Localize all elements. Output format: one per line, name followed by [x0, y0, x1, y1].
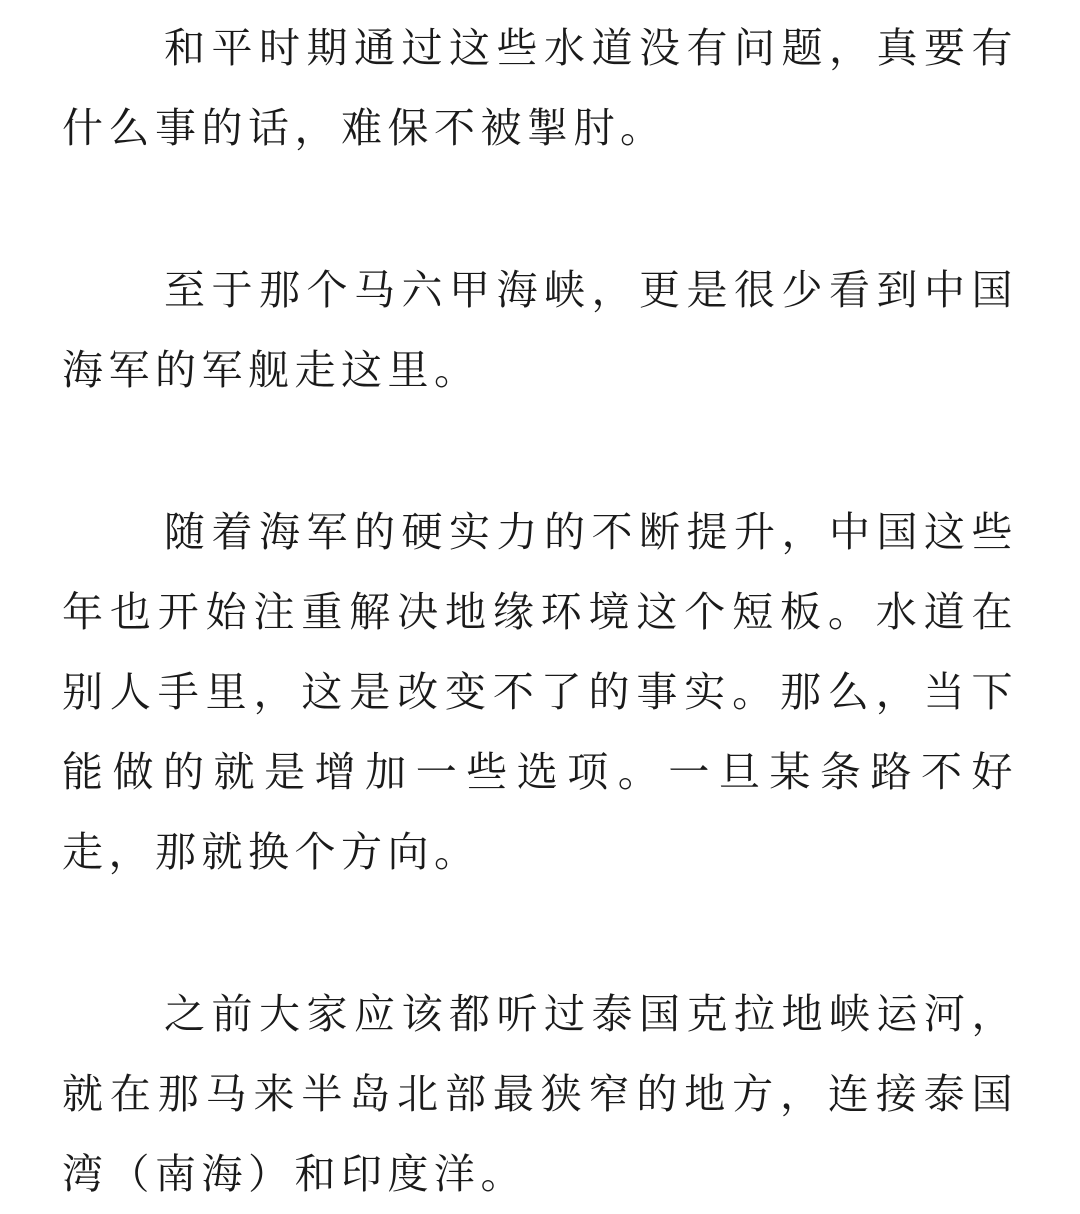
paragraph-navy-strength: 随着海军的硬实力的不断提升，中国这些年也开始注重解决地缘环境这个短板。水道在别人手里，这是改变不了的事实。那么，当下能做的就是增加一些选项。一旦某条路不好走，那就换个方向。 [62, 508, 1018, 876]
paragraph-peacetime-waterways: 和平时期通过这些水道没有问题，真要有什么事的话，难保不被掣肘。 [62, 24, 1018, 152]
paragraph-malacca-strait: 至于那个马六甲海峡，更是很少看到中国海军的军舰走这里。 [62, 266, 1018, 394]
paragraph-kra-canal: 之前大家应该都听过泰国克拉地峡运河，就在那马来半岛北部最狭窄的地方，连接泰国湾（南海）和印度洋。 [62, 990, 1018, 1198]
article-body [62, 8, 1018, 1214]
